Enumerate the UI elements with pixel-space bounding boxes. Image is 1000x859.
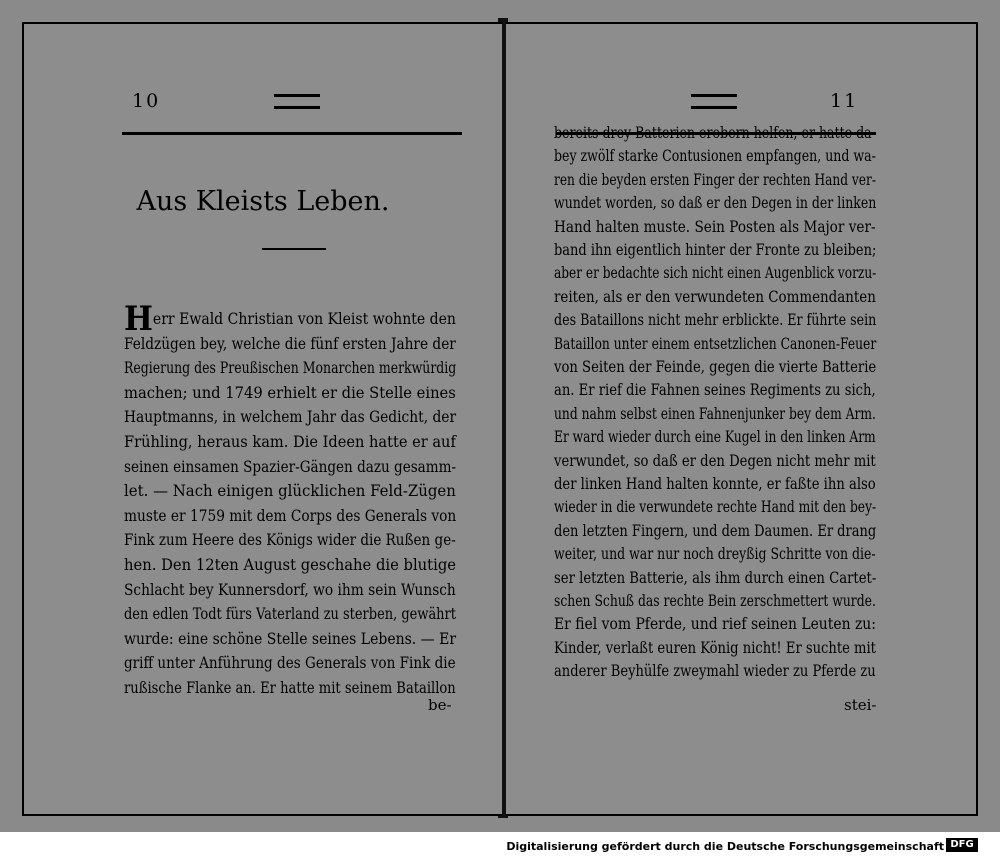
- footer-bar: [0, 832, 1000, 859]
- chapter-title: Aus Kleists Leben.: [136, 186, 390, 217]
- text-line: [124, 456, 456, 478]
- text-line: [124, 406, 456, 428]
- text-line-content: Fink zum Heere des Königs wider die Rußen ge-: [124, 531, 456, 550]
- text-line-content: von Seiten der Feinde, gegen die vierte Batterie: [554, 358, 877, 376]
- text-line: [124, 431, 456, 453]
- text-line: [124, 628, 456, 650]
- text-line: [554, 660, 876, 682]
- text-line-content: des Bataillons nicht mehr erblickte. Er führte sein: [554, 311, 877, 330]
- text-line-content: rußische Flanke an. Er hatte mit seinem Bataillon: [124, 679, 456, 697]
- text-line: [124, 554, 456, 576]
- text-line: [554, 286, 876, 308]
- text-line-content: den letzten Fingern, und dem Daumen. Er drang: [554, 521, 877, 540]
- text-line: [554, 169, 876, 191]
- text-line: [554, 262, 876, 284]
- page-number-left: 10: [132, 90, 161, 112]
- text-line-content: Bataillon unter einem entsetzlichen Canonen-Feuer: [554, 334, 877, 353]
- text-line: [554, 590, 876, 612]
- text-line: [554, 216, 876, 238]
- text-line: [554, 309, 876, 331]
- text-line-content: schen Schuß das rechte Bein zerschmettert wurde.: [554, 592, 876, 610]
- text-line-content: und nahm selbst einen Fahnenjunker bey dem Arm.: [554, 404, 876, 423]
- text-line-content: bey zwölf starke Contusionen empfangen, und wa-: [554, 147, 876, 166]
- text-line: [124, 529, 456, 551]
- text-line: [124, 299, 456, 339]
- text-line-content: bereits drey Batterien erobern helfen, er hatte da-: [554, 124, 876, 142]
- text-line-content: hen. Den 12ten August geschahe die blutige: [124, 556, 456, 574]
- text-line-content: der linken Hand halten konnte, er faßte ihn also: [554, 475, 876, 493]
- text-line: [554, 333, 876, 355]
- left-page: [22, 22, 502, 816]
- header-ornament-right: [691, 94, 737, 109]
- text-line: [554, 496, 876, 518]
- text-line: [124, 677, 456, 699]
- text-line-content: aber er bedachte sich nicht einen Augenblick vorzu-: [554, 264, 877, 283]
- text-line: [554, 450, 876, 472]
- text-line: [124, 382, 456, 404]
- text-line-content: an. Er rief die Fahnen seines Regiments zu sich,: [554, 381, 876, 400]
- text-line-content: ser letzten Batterie, als ihm durch einen Cartet-: [554, 568, 877, 587]
- text-line-content: weiter, und war nur noch dreyßig Schritte von die-: [554, 545, 876, 564]
- catchword-right: stei-: [844, 696, 877, 714]
- catchword-left: be-: [428, 696, 452, 714]
- text-line-content: Kinder, verlaßt euren König nicht! Er suchte mit: [554, 638, 876, 657]
- text-line: [554, 356, 876, 378]
- text-line-content: reiten, als er den verwundeten Commendanten: [554, 287, 876, 306]
- dfg-logo-icon: DFG: [946, 838, 978, 852]
- text-line: [554, 473, 876, 495]
- text-line-content: Regierung des Preußischen Monarchen merkwürdig: [124, 359, 457, 378]
- funding-notice: Digitalisierung gefördert durch die Deutsche Forschungsgemeinschaft: [506, 840, 944, 853]
- text-line-content: machen; und 1749 erhielt er die Stelle eines: [124, 383, 456, 402]
- title-rule: [262, 248, 326, 250]
- text-line-content: Schlacht bey Kunnersdorf, wo ihm sein Wunsch: [124, 580, 456, 599]
- text-line: [554, 239, 876, 261]
- text-line-content: anderer Beyhülfe zweymahl wieder zu Pferde zu: [554, 662, 876, 681]
- text-line-content: Frühling, heraus kam. Die Ideen hatte er auf: [124, 433, 456, 451]
- text-line: [554, 192, 876, 214]
- text-line: [124, 480, 456, 502]
- text-line: [124, 652, 456, 674]
- text-line: [554, 426, 876, 448]
- text-line: [124, 579, 456, 601]
- text-line-content: let. — Nach einigen glücklichen Feld-Zügen: [124, 482, 456, 501]
- text-line: [124, 333, 456, 355]
- text-line: [554, 613, 876, 635]
- text-line-content: wurde: eine schöne Stelle seines Lebens. — Er: [124, 629, 457, 648]
- drop-cap: H: [124, 299, 153, 339]
- right-page: [506, 22, 978, 816]
- page-number-right: 11: [830, 90, 859, 112]
- text-line: [124, 603, 456, 625]
- header-rule-left: [122, 132, 462, 135]
- text-line: [554, 403, 876, 425]
- text-line-content: Hand halten muste. Sein Posten als Major ver-: [554, 217, 876, 236]
- text-line-content: griff unter Anführung des Generals von Fink die: [124, 654, 456, 673]
- text-line-content: seinen einsamen Spazier-Gängen dazu gesamm-: [124, 457, 457, 476]
- text-line: [554, 567, 876, 589]
- text-line-content: wundet worden, so daß er den Degen in der linken: [554, 194, 877, 213]
- text-line-content: Hauptmanns, in welchem Jahr das Gedicht, der: [124, 408, 457, 427]
- text-line: [554, 520, 876, 542]
- text-line-content: muste er 1759 mit dem Corps des Generals von: [124, 506, 457, 525]
- text-line-content: Er ward wieder durch eine Kugel in den linken Arm: [554, 428, 876, 447]
- text-line-content: verwundet, so daß er den Degen nicht mehr mit: [554, 451, 876, 470]
- text-line-content: ren die beyden ersten Finger der rechten Hand ver-: [554, 170, 876, 189]
- text-line: [554, 543, 876, 565]
- text-line: [554, 145, 876, 167]
- text-line-content: wieder in die verwundete rechte Hand mit den bey-: [554, 498, 877, 517]
- text-line: [554, 637, 876, 659]
- text-line: [554, 379, 876, 401]
- text-line-content: den edlen Todt fürs Vaterland zu sterben, gewährt: [124, 605, 456, 624]
- text-line-content: err Ewald Christian von Kleist wohnte den: [152, 310, 456, 328]
- text-line-content: band ihn eigentlich hinter der Fronte zu bleiben;: [554, 241, 877, 259]
- text-line: [124, 505, 456, 527]
- text-line: [124, 357, 456, 379]
- text-line-content: Feldzügen bey, welche die fünf ersten Jahre der: [124, 334, 456, 353]
- text-line-content: Er fiel vom Pferde, und rief seinen Leuten zu:: [554, 615, 876, 634]
- header-ornament-left: [274, 94, 320, 109]
- text-line: [554, 122, 876, 144]
